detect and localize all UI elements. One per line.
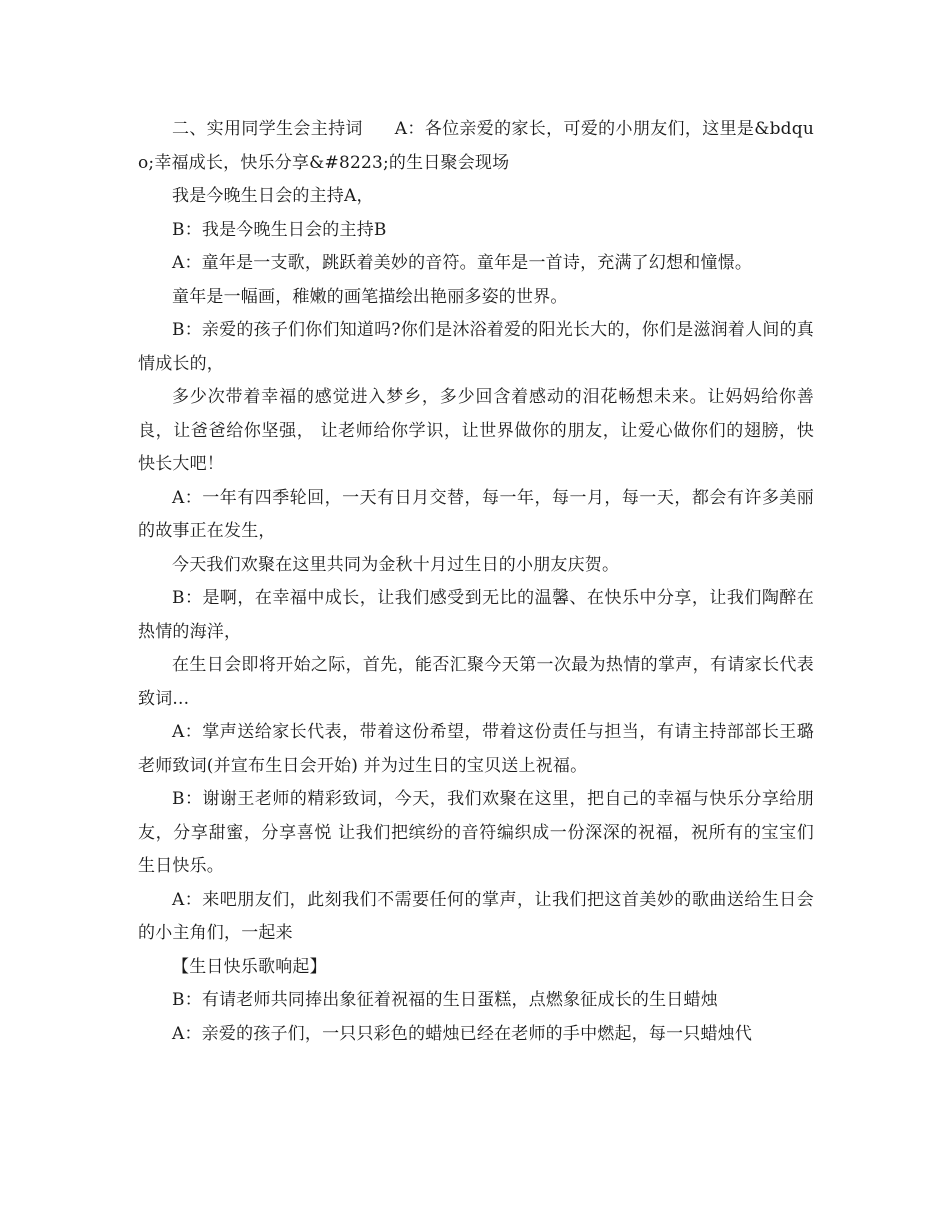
paragraph: B：是啊，在幸福中成长，让我们感受到无比的温馨、在快乐中分享，让我们陶醉在热情的海洋， [138, 588, 814, 642]
paragraph: 多少次带着幸福的感觉进入梦乡，多少回含着感动的泪花畅想未来。让妈妈给你善良，让爸爸给你坚强， 让老师给你学识，让世界做你的朋友，让爱心做你们的翅膀，快快长大吧！ [138, 387, 814, 474]
heading-paragraph [138, 113, 814, 180]
paragraph: A：来吧朋友们，此刻我们不需要任何的掌声，让我们把这首美妙的歌曲送给生日会的小主角们，一起来 [138, 889, 814, 943]
paragraph: B：我是今晚生日会的主持B [172, 219, 387, 240]
paragraph: B：亲爱的孩子们你们知道吗?你们是沐浴着爱的阳光长大的，你们是滋润着人间的真情成长的， [138, 320, 814, 374]
paragraph: 在生日会即将开始之际，首先，能否汇聚今天第一次最为热情的掌声，有请家长代表致词... [138, 655, 814, 709]
paragraph: 我是今晚生日会的主持A， [172, 186, 374, 206]
paragraph: 童年是一幅画，稚嫩的画笔描绘出艳丽多姿的世界。 [172, 286, 568, 307]
stage-direction: 【生日快乐歌响起】 [172, 956, 327, 977]
paragraph: B：有请老师共同捧出象征着祝福的生日蛋糕，点燃象征成长的生日蜡烛 [172, 990, 718, 1010]
paragraph: A：亲爱的孩子们，一只只彩色的蜡烛已经在老师的手中燃起，每一只蜡烛代 [172, 1023, 753, 1044]
paragraph: A：童年是一支歌，跳跃着美妙的音符。童年是一首诗，充满了幻想和憧憬。 [172, 253, 753, 273]
paragraph: B：谢谢王老师的精彩致词，今天，我们欢聚在这里，把自己的幸福与快乐分享给朋友，分享甜蜜，分享喜悦 让我们把缤纷的音符编织成一份深深的祝福，祝所有的宝宝们生日快乐。 [138, 789, 814, 876]
paragraph: A：一年有四季轮回，一天有日月交替，每一年，每一月，每一天，都会有许多美丽的故事正在发生， [138, 487, 814, 541]
paragraph: A：掌声送给家长代表，带着这份希望，带着这份责任与担当，有请主持部部长王璐老师致词(并宣布生日会开始) 并为过生日的宝贝送上祝福。 [138, 722, 814, 776]
section-heading: 二、实用同学生会主持词 [172, 119, 363, 139]
opening-line: A：各位亲爱的家长，可爱的小朋友们，这里是&bdquo;幸福成长，快乐分享&#8223;的生日聚会现场 [138, 119, 814, 173]
document-body [138, 113, 814, 1051]
paragraph: 今天我们欢聚在这里共同为金秋十月过生日的小朋友庆贺。 [172, 554, 620, 575]
